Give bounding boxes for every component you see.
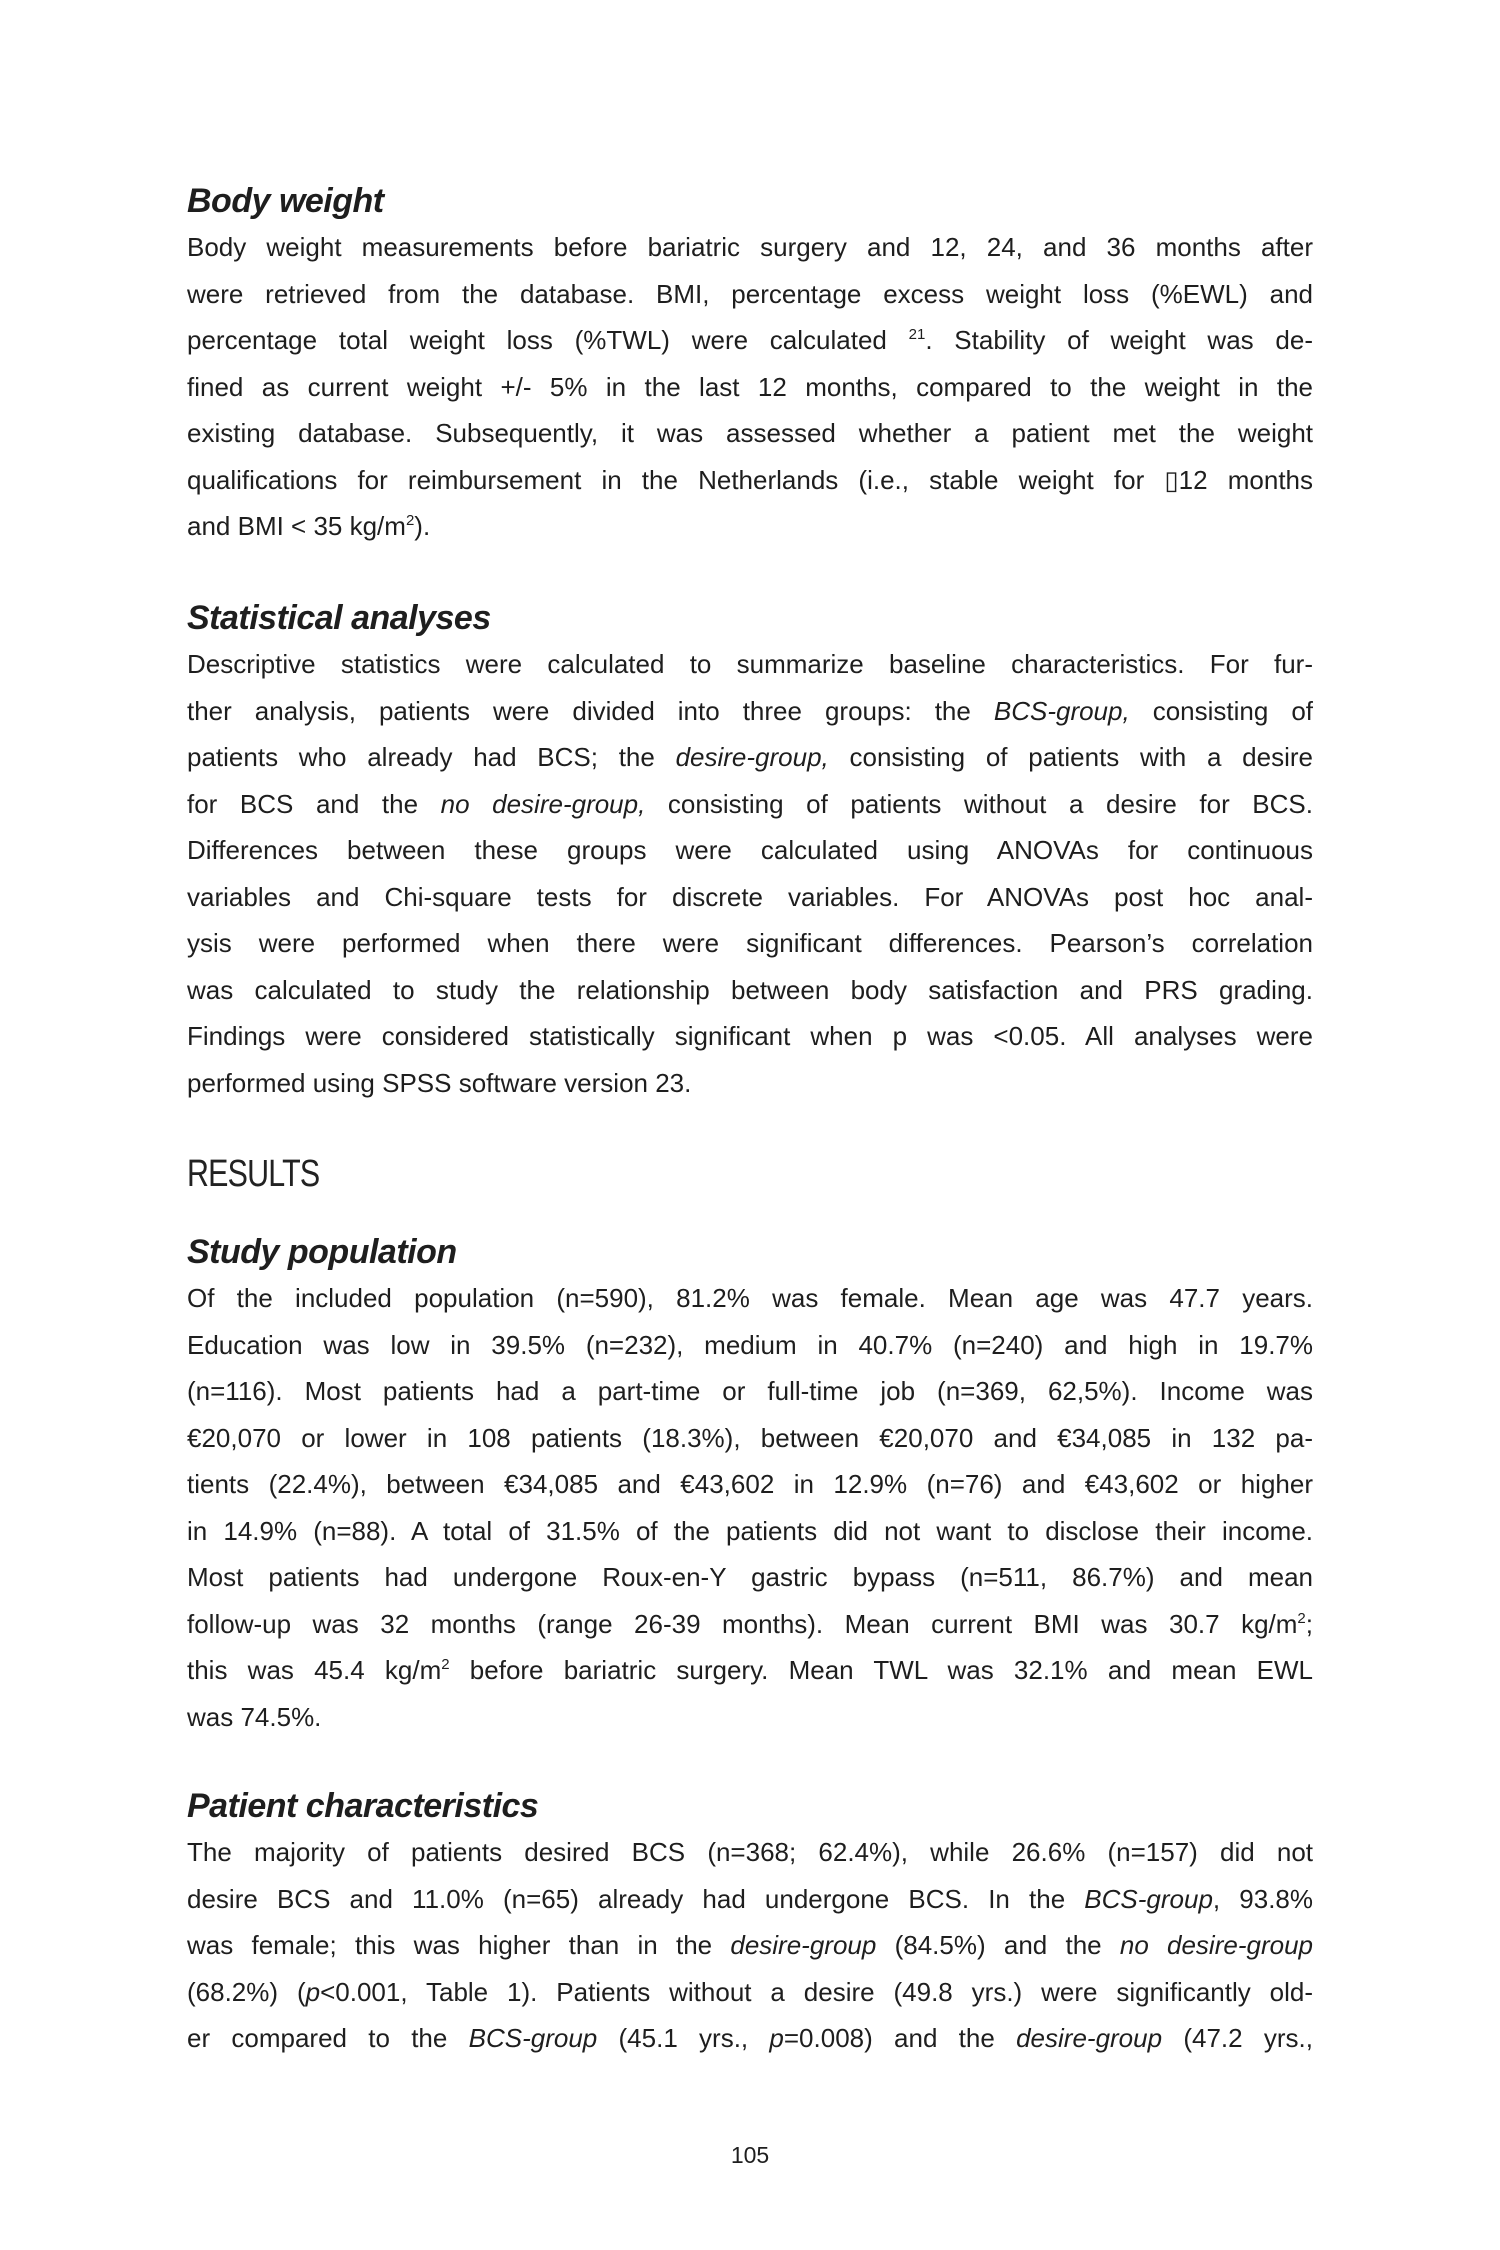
- italic-text: BCS-group: [468, 2023, 598, 2053]
- text-segment: were retrieved from the database. BMI, percentage excess weight loss (%EWL) and: [187, 278, 1313, 309]
- text-line: [187, 641, 1313, 688]
- text-segment: ysis were performed when there were significant differences. Pearson’s correlation: [187, 928, 1313, 958]
- superscript: 21: [908, 326, 926, 343]
- page-number: 105: [730, 2142, 770, 2168]
- text-segment: (n=116). Most patients had a part-time or full-time job (n=369, 62,5%). Income was: [187, 1376, 1313, 1406]
- superscript: 2: [441, 1656, 450, 1673]
- text-segment: (68.2%) (: [187, 1976, 306, 2007]
- section-heading: Statistical analyses: [187, 599, 491, 637]
- text-segment: Most patients had undergone Roux-en-Y gastric bypass (n=511, 86.7%) and mean: [187, 1562, 1313, 1592]
- italic-text: p: [305, 1976, 321, 2007]
- text-line: [187, 364, 1313, 411]
- text-segment: tients (22.4%), between €34,085 and €43,602 in 12.9% (n=76) and €43,602 or higher: [187, 1469, 1313, 1499]
- text-segment: qualifications for reimbursement in the Netherlands (i.e., stable weight for ▯12 months: [187, 464, 1313, 495]
- text-segment: Findings were considered statistically significant when p was <0.05. All analyses were: [187, 1021, 1313, 1051]
- text-segment: this was 45.4 kg/m: [187, 1655, 442, 1685]
- paragraph: [187, 1275, 1313, 1740]
- text-line: [187, 503, 1313, 550]
- section-patient-characteristics: [187, 1783, 1313, 2062]
- text-line: [187, 734, 1313, 781]
- text-line: [187, 874, 1313, 921]
- text-line: [187, 781, 1313, 828]
- superscript: 2: [1297, 1609, 1306, 1627]
- results-heading: RESULTS: [187, 1153, 320, 1195]
- text-segment: fined as current weight +/- 5% in the last 12 months, compared to the weight in the: [187, 371, 1313, 402]
- text-segment: €20,070 or lower in 108 patients (18.3%), between €20,070 and €34,085 in 132 pa-: [187, 1422, 1313, 1453]
- text-segment: was calculated to study the relationship between body satisfaction and PRS grading.: [187, 974, 1313, 1005]
- text-segment: and BMI < 35 kg/m: [187, 511, 406, 541]
- text-segment: patients who already had BCS; the: [187, 742, 676, 772]
- text-line: [187, 1368, 1313, 1415]
- paragraph: [187, 224, 1313, 550]
- text-line: [187, 271, 1313, 318]
- text-line: [187, 1876, 1313, 1923]
- text-segment: =0.008) and the: [783, 2023, 1017, 2053]
- text-segment: consisting of: [1129, 695, 1314, 726]
- text-segment: (47.2 yrs.,: [1162, 2023, 1313, 2053]
- text-line: [187, 2015, 1313, 2062]
- text-segment: <0.001, Table 1). Patients without a desire (49.8 yrs.) were significantly old-: [320, 1976, 1314, 2007]
- italic-text: p: [769, 2023, 784, 2053]
- text-segment: consisting of patients without a desire for BCS.: [645, 788, 1313, 819]
- text-segment: before bariatric surgery. Mean TWL was 32.1% and mean EWL: [449, 1655, 1314, 1685]
- text-segment: Education was low in 39.5% (n=232), medium in 40.7% (n=240) and high in 19.7%: [187, 1329, 1313, 1360]
- text-segment: The majority of patients desired BCS (n=368; 62.4%), while 26.6% (n=157) did not: [187, 1837, 1313, 1867]
- text-line: [187, 827, 1313, 874]
- text-segment: ;: [1305, 1608, 1313, 1639]
- text-line: [187, 1508, 1313, 1555]
- superscript: 2: [405, 512, 415, 529]
- text-line: [187, 1601, 1313, 1648]
- section-heading: Patient characteristics: [187, 1787, 539, 1825]
- text-segment: was female; this was higher than in the: [187, 1930, 731, 1960]
- text-segment: er compared to the: [187, 2023, 469, 2053]
- text-segment: consisting of patients with a desire: [828, 742, 1313, 772]
- text-segment: . Stability of weight was de-: [925, 325, 1313, 355]
- text-line: [187, 1554, 1313, 1601]
- text-segment: ther analysis, patients were divided into three groups: the: [187, 695, 994, 726]
- section-study-population: [187, 1229, 1313, 1740]
- results-heading-block: [187, 1151, 1313, 1197]
- section-heading: Study population: [187, 1233, 457, 1271]
- italic-text: desire-group,: [675, 742, 829, 772]
- text-line: [187, 317, 1313, 364]
- text-line: [187, 1275, 1313, 1322]
- italic-text: desire-group: [730, 1930, 877, 1960]
- text-segment: Body weight measurements before bariatric surgery and 12, 24, and 36 months after: [187, 232, 1313, 262]
- text-line: [187, 410, 1313, 457]
- text-segment: was 74.5%.: [187, 1701, 322, 1732]
- text-line: [187, 1647, 1313, 1694]
- section-statistical-analyses: [187, 595, 1313, 1106]
- italic-text: desire-group: [1016, 2023, 1163, 2053]
- paragraph: [187, 641, 1313, 1106]
- text-segment: for BCS and the: [187, 788, 441, 819]
- text-line: [187, 457, 1313, 504]
- text-segment: desire BCS and 11.0% (n=65) already had undergone BCS. In the: [187, 1883, 1085, 1914]
- text-segment: , 93.8%: [1212, 1883, 1313, 1914]
- text-line: [187, 1060, 1313, 1107]
- text-segment: performed using SPSS software version 23.: [187, 1067, 692, 1098]
- text-segment: follow-up was 32 months (range 26-39 months). Mean current BMI was 30.7 kg/m: [187, 1608, 1298, 1639]
- text-line: [187, 1415, 1313, 1462]
- text-segment: existing database. Subsequently, it was assessed whether a patient met the weight: [187, 418, 1313, 448]
- text-segment: Differences between these groups were calculated using ANOVAs for continuous: [187, 835, 1313, 865]
- text-line: [187, 1922, 1313, 1969]
- text-line: [187, 224, 1313, 271]
- italic-text: BCS-group,: [993, 695, 1130, 726]
- text-line: [187, 1013, 1313, 1060]
- text-segment: in 14.9% (n=88). A total of 31.5% of the patients did not want to disclose their income.: [187, 1515, 1313, 1546]
- text-line: [187, 1829, 1313, 1876]
- italic-text: BCS-group: [1084, 1883, 1213, 1914]
- text-segment: (45.1 yrs.,: [597, 2023, 770, 2053]
- text-line: [187, 1461, 1313, 1508]
- text-segment: variables and Chi-square tests for discrete variables. For ANOVAs post hoc anal-: [187, 881, 1313, 912]
- text-segment: ).: [414, 511, 431, 541]
- text-segment: (84.5%) and the: [876, 1930, 1120, 1960]
- text-line: [187, 920, 1313, 967]
- text-segment: percentage total weight loss (%TWL) were calculated: [187, 325, 909, 355]
- text-line: [187, 1322, 1313, 1369]
- text-line: [187, 967, 1313, 1014]
- text-segment: Of the included population (n=590), 81.2% was female. Mean age was 47.7 years.: [187, 1283, 1313, 1313]
- text-line: [187, 688, 1313, 735]
- text-segment: Descriptive statistics were calculated to summarize baseline characteristics. For fur-: [187, 649, 1313, 679]
- section-heading: Body weight: [187, 182, 384, 220]
- section-body-weight: [187, 178, 1313, 550]
- text-line: [187, 1969, 1313, 2016]
- text-line: [187, 1694, 1313, 1741]
- italic-text: no desire-group: [1119, 1930, 1313, 1960]
- paragraph: [187, 1829, 1313, 2062]
- italic-text: no desire-group,: [440, 788, 646, 819]
